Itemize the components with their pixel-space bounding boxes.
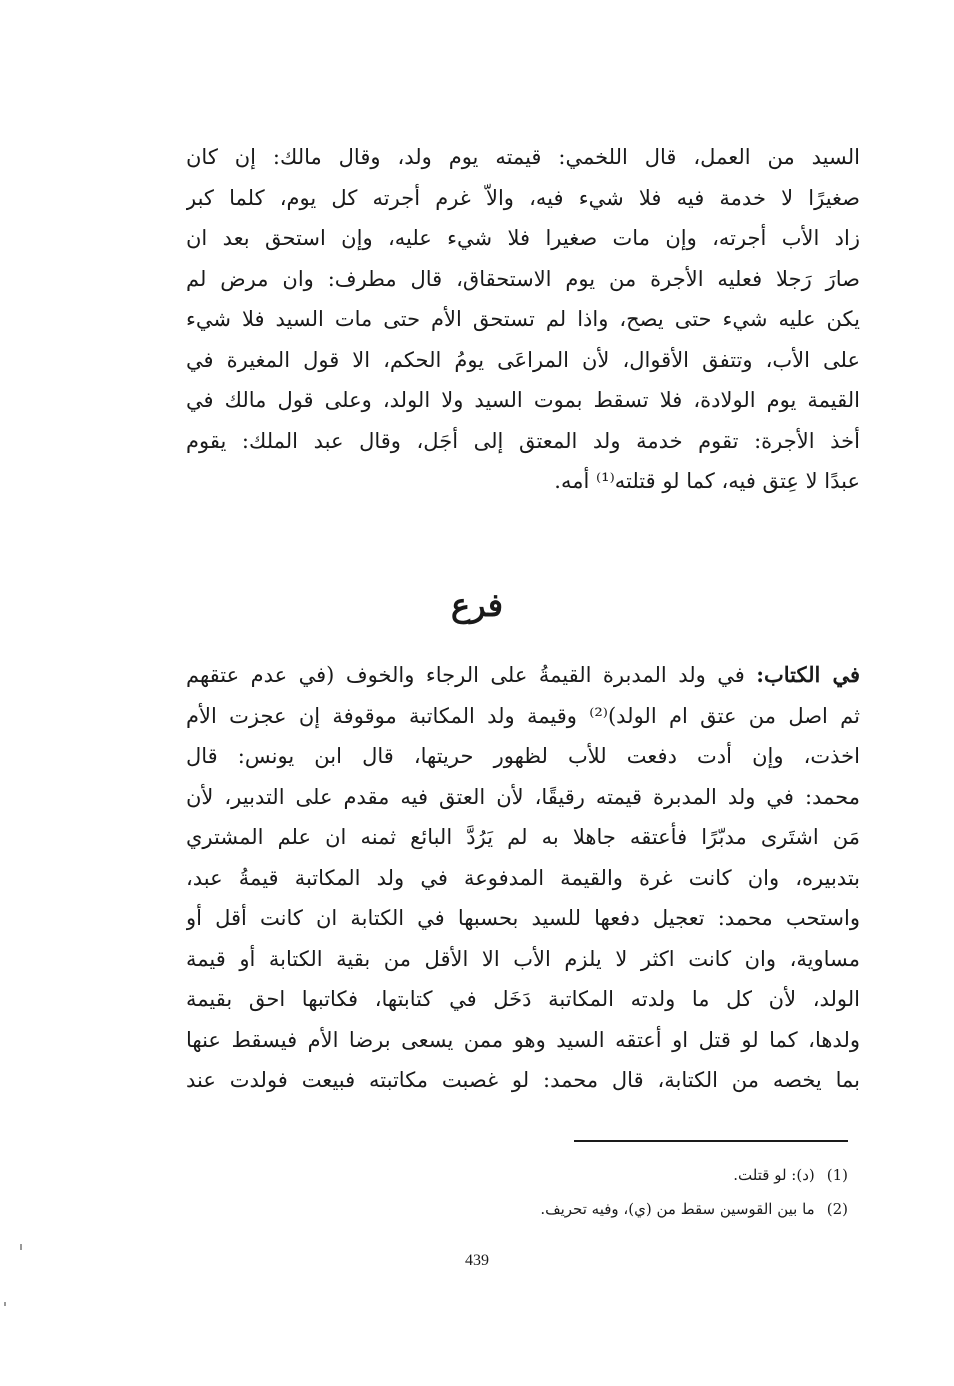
text-line: واستحب محمد: تعجيل دفعها للسيد بحسبها في الكتابة ان كانت أقل أو — [186, 906, 860, 930]
text-line: الولد، لأن كل ما ولدته المكاتبة دَخَل في كتابتها، فكاتبها احق بقيمة — [186, 987, 860, 1011]
text-line: اخذت، وإن أدت دفعت للأب لظهور حريتها، قال ابن يونس: قال — [186, 744, 860, 768]
text-line: بتدبيره، وان كانت غرة والقيمة المدفوعة في ولد المكاتبة قيمةُ عبد، — [186, 865, 860, 890]
footnote-text: (د): لو قتلت. — [733, 1166, 815, 1184]
text-line: محمد: في ولد المدبرة قيمته رقيقًا، لأن العتق فيه مقدم على التدبير، لأن — [186, 784, 860, 809]
text-line: ولدها، كما لو قتل او أعتقه السيد وهو ممن يسعى برضا الأم فيسقط عنها — [186, 1027, 860, 1052]
scan-speck — [4, 1302, 6, 1306]
footnote-divider — [574, 1140, 848, 1142]
footnotes — [300, 1158, 848, 1226]
paragraph-1 — [186, 137, 860, 502]
text-line: القيمة يوم الولادة، فلا تسقط بموت السيد ولا الولد، وعلى قول مالك في — [186, 388, 860, 412]
section-heading: فرع — [450, 586, 504, 624]
text-line: عبدًا لا عِتق فيه، كما لو قتلته⁽¹⁾ أمه. — [554, 469, 860, 493]
footnote-2 — [300, 1192, 848, 1226]
text-line-first — [186, 655, 860, 696]
text-line: السيد من العمل، قال اللخمي: قيمته يوم ولد، وقال مالك: إن كان — [186, 145, 860, 169]
footnote-text: ما بين القوسين سقط من (ي)، وفيه تحريف. — [540, 1200, 815, 1218]
text-line: يكن عليه شيء حتى يصح، واذا لم تستحق الأم حتى مات السيد فلا شيء — [186, 307, 860, 331]
text-line: زاد الأب أجرته، وإن مات صغيرا فلا شيء عليه، وإن استحق بعد ان — [186, 226, 860, 250]
text-line: ثم اصل من عتق ام الولد)⁽²⁾ وقيمة ولد المكاتبة موقوفة إن عجزت الأم — [186, 703, 860, 728]
text-line: أخذ الأجرة: تقوم خدمة ولد المعتق إلى أجَل، وقال عبد الملك: يقوم — [186, 428, 860, 453]
text-line: بما يخصه من الكتابة، قال محمد: لو غصبت مكاتبته فبيعت فولدت عند — [186, 1068, 860, 1092]
lead-label: في الكتاب: — [756, 662, 860, 687]
text-line: مَن اشتَرى مدبّرًا فأعتقه جاهلا به لم يَرُدَّ البائع ثمنه ان علم المشتري — [186, 825, 860, 849]
footnote-number: (2) — [826, 1200, 848, 1218]
page-number: 439 — [465, 1252, 489, 1269]
text-line: صارَ رَجلا فعليه الأجرة من يوم الاستحقاق، قال مطرف: وان مرض لم — [186, 266, 860, 291]
text-line: على الأب، وتتفق الأقوال، لأن المراعَى يومُ الحكم، الا قول المغيرة في — [186, 347, 860, 372]
scan-speck — [20, 1244, 22, 1250]
text-line: مساوية، وان كانت اكثر لا يلزم الأب الا الأقل من بقية الكتابة أو قيمة — [186, 946, 860, 971]
footnote-number: (1) — [826, 1166, 848, 1184]
text-line: صغيرًا لا خدمة فيه فلا شيء فيه، والاّ غرم أجرته كل يوم، كلما كبر — [186, 185, 860, 210]
footnote-1 — [300, 1158, 848, 1192]
first-line-rest: في ولد المدبرة القيمةُ على الرجاء والخوف (في عدم عتقهم — [186, 663, 745, 687]
paragraph-2 — [186, 655, 860, 1101]
